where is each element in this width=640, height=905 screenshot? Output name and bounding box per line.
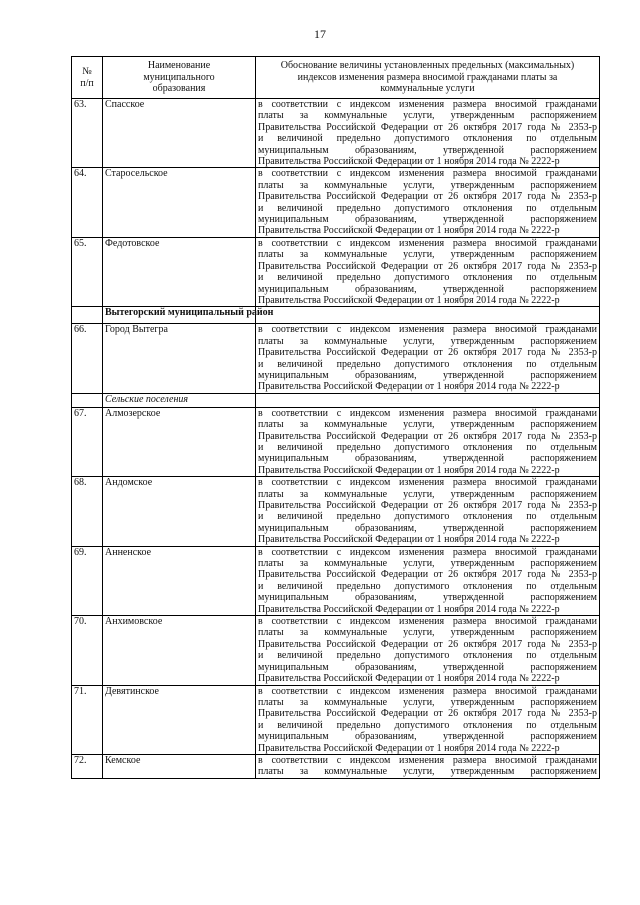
- reason-line: платы за коммунальные услуги, утвержденным распоряжением: [258, 766, 597, 778]
- reason-line: в соответствии с индексом изменения размера вносимой гражданами: [258, 324, 597, 336]
- header-reason-line: Обоснование величины установленных предельных (максимальных): [280, 60, 575, 72]
- municipality-name: Анхимовское: [103, 616, 256, 685]
- reason-line: платы за коммунальные услуги, утвержденным распоряжением: [258, 179, 597, 191]
- reason-line: муниципальным образованиям, утвержденной распоряжением: [258, 283, 597, 295]
- municipality-name: Алмозерское: [103, 407, 256, 476]
- reason-line: платы за коммунальные услуги, утвержденным распоряжением: [258, 249, 597, 261]
- row-number: 69.: [72, 546, 103, 615]
- row-number: 65.: [72, 237, 103, 306]
- reason-line: в соответствии с индексом изменения размера вносимой гражданами: [258, 407, 597, 419]
- reason-line: Правительства Российской Федерации от 26 октября 2017 года № 2353-р: [258, 121, 597, 133]
- reason-line: в соответствии с индексом изменения размера вносимой гражданами: [258, 99, 597, 110]
- table-row: [72, 616, 600, 685]
- reason-line: Правительства Российской Федерации от 1 ноября 2014 года № 2222-р: [258, 464, 560, 476]
- reason-line: муниципальным образованиям, утвержденной распоряжением: [258, 661, 597, 673]
- subheading-row: [72, 393, 600, 407]
- district-heading-row: [72, 307, 600, 324]
- row-number: 66.: [72, 324, 103, 393]
- reason-text: [256, 237, 600, 306]
- reason-line: муниципальным образованиям, утвержденной распоряжением: [258, 453, 597, 465]
- reason-line: Правительства Российской Федерации от 1 ноября 2014 года № 2222-р: [258, 294, 560, 306]
- reason-line: в соответствии с индексом изменения размера вносимой гражданами: [258, 168, 597, 180]
- reason-line: муниципальным образованиям, утвержденной распоряжением: [258, 592, 597, 604]
- reason-line: в соответствии с индексом изменения размера вносимой гражданами: [258, 237, 597, 249]
- reason-line: и величиной предельно допустимого отклонения по отдельным: [258, 358, 597, 370]
- municipality-name: Анненское: [103, 546, 256, 615]
- table-row: [72, 237, 600, 306]
- municipality-name: Спасское: [103, 99, 256, 168]
- municipality-name: Город Вытегра: [103, 324, 256, 393]
- reason-line: муниципальным образованиям, утвержденной распоряжением: [258, 731, 597, 743]
- table-row: [72, 546, 600, 615]
- reason-line: Правительства Российской Федерации от 1 ноября 2014 года № 2222-р: [258, 156, 560, 168]
- row-number: 67.: [72, 407, 103, 476]
- header-name-line: Наименование: [147, 60, 211, 72]
- header-name-line: муниципального: [143, 71, 215, 83]
- reason-text: [256, 685, 600, 754]
- municipality-name: Девятинское: [103, 685, 256, 754]
- reason-line: Правительства Российской Федерации от 26 октября 2017 года № 2353-р: [258, 638, 597, 650]
- reason-line: Правительства Российской Федерации от 1 ноября 2014 года № 2222-р: [258, 225, 560, 237]
- empty-cell: [256, 393, 600, 407]
- reason-line: Правительства Российской Федерации от 26 октября 2017 года № 2353-р: [258, 500, 597, 511]
- table-row: [72, 99, 600, 168]
- header-reason-line: индексов изменения размера вносимой гражданами платы за: [297, 71, 558, 83]
- reason-line: Правительства Российской Федерации от 26 октября 2017 года № 2353-р: [258, 569, 597, 581]
- reason-line: Правительства Российской Федерации от 1 ноября 2014 года № 2222-р: [258, 742, 560, 754]
- municipality-name: Андомское: [103, 477, 256, 546]
- empty-cell: [256, 307, 600, 324]
- header-num-line: №: [82, 65, 92, 77]
- table-row: [72, 324, 600, 393]
- reason-line: Правительства Российской Федерации от 26 октября 2017 года № 2353-р: [258, 260, 597, 272]
- reason-line: Правительства Российской Федерации от 1 ноября 2014 года № 2222-р: [258, 534, 560, 546]
- reason-text: [256, 546, 600, 615]
- empty-cell: [72, 307, 103, 324]
- header-num-line: п/п: [80, 77, 94, 89]
- header-name-line: образования: [152, 83, 206, 95]
- reason-line: и величиной предельно допустимого отклонения по отдельным: [258, 133, 597, 145]
- table-row: [72, 477, 600, 546]
- table-row: [72, 754, 600, 778]
- reason-line: и величиной предельно допустимого отклонения по отдельным: [258, 719, 597, 731]
- reason-line: Правительства Российской Федерации от 26 октября 2017 года № 2353-р: [258, 430, 597, 442]
- reason-line: муниципальным образованиям, утвержденной распоряжением: [258, 369, 597, 381]
- reason-line: муниципальным образованиям, утвержденной распоряжением: [258, 522, 597, 534]
- row-number: 64.: [72, 168, 103, 237]
- reason-line: Правительства Российской Федерации от 26 октября 2017 года № 2353-р: [258, 347, 597, 359]
- header-reason: [256, 57, 600, 99]
- municipality-name: Федотовское: [103, 237, 256, 306]
- reason-line: в соответствии с индексом изменения размера вносимой гражданами: [258, 477, 597, 489]
- reason-line: платы за коммунальные услуги, утвержденным распоряжением: [258, 110, 597, 122]
- table-body: [72, 99, 600, 779]
- reason-line: платы за коммунальные услуги, утвержденным распоряжением: [258, 419, 597, 431]
- reason-text: [256, 99, 600, 168]
- row-number: 70.: [72, 616, 103, 685]
- reason-line: и величиной предельно допустимого отклонения по отдельным: [258, 202, 597, 214]
- reason-text: [256, 754, 600, 778]
- reason-line: и величиной предельно допустимого отклонения по отдельным: [258, 580, 597, 592]
- reason-text: [256, 168, 600, 237]
- reason-line: в соответствии с индексом изменения размера вносимой гражданами: [258, 546, 597, 558]
- reason-line: платы за коммунальные услуги, утвержденным распоряжением: [258, 696, 597, 708]
- reason-line: Правительства Российской Федерации от 1 ноября 2014 года № 2222-р: [258, 673, 560, 685]
- reason-line: муниципальным образованиям, утвержденной распоряжением: [258, 214, 597, 226]
- district-name: Вытегорский муниципальный район: [103, 307, 256, 324]
- reason-text: [256, 407, 600, 476]
- empty-cell: [72, 393, 103, 407]
- row-number: 72.: [72, 754, 103, 778]
- reason-line: платы за коммунальные услуги, утвержденным распоряжением: [258, 558, 597, 570]
- reason-text: [256, 616, 600, 685]
- reason-line: Правительства Российской Федерации от 1 ноября 2014 года № 2222-р: [258, 603, 560, 615]
- reason-line: Правительства Российской Федерации от 1 ноября 2014 года № 2222-р: [258, 381, 560, 393]
- reason-line: и величиной предельно допустимого отклонения по отдельным: [258, 441, 597, 453]
- table-row: [72, 685, 600, 754]
- reason-line: в соответствии с индексом изменения размера вносимой гражданами: [258, 616, 597, 628]
- reason-line: муниципальным образованиям, утвержденной распоряжением: [258, 144, 597, 156]
- row-number: 71.: [72, 685, 103, 754]
- reason-line: платы за коммунальные услуги, утвержденным распоряжением: [258, 627, 597, 639]
- municipality-name: Старосельское: [103, 168, 256, 237]
- header-name: [103, 57, 256, 99]
- row-number: 63.: [72, 99, 103, 168]
- reason-line: Правительства Российской Федерации от 26 октября 2017 года № 2353-р: [258, 708, 597, 720]
- reason-line: и величиной предельно допустимого отклонения по отдельным: [258, 272, 597, 284]
- table-header-row: [72, 57, 600, 99]
- reason-line: платы за коммунальные услуги, утвержденным распоряжением: [258, 488, 597, 500]
- reason-line: и величиной предельно допустимого отклонения по отдельным: [258, 650, 597, 662]
- header-reason-line: коммунальные услуги: [380, 83, 475, 95]
- reason-line: платы за коммунальные услуги, утвержденным распоряжением: [258, 335, 597, 347]
- reason-text: [256, 477, 600, 546]
- page-number: 17: [314, 27, 326, 41]
- header-num: [72, 57, 103, 99]
- municipal-index-table: [71, 56, 600, 779]
- table-row: [72, 407, 600, 476]
- row-number: 68.: [72, 477, 103, 546]
- reason-line: и величиной предельно допустимого отклонения по отдельным: [258, 511, 597, 523]
- reason-line: в соответствии с индексом изменения размера вносимой гражданами: [258, 685, 597, 697]
- reason-line: в соответствии с индексом изменения размера вносимой гражданами: [258, 754, 597, 766]
- reason-text: [256, 324, 600, 393]
- table-row: [72, 168, 600, 237]
- subheading-label: Сельские поселения: [103, 393, 256, 407]
- municipality-name: Кемское: [103, 754, 256, 778]
- reason-line: Правительства Российской Федерации от 26 октября 2017 года № 2353-р: [258, 191, 597, 203]
